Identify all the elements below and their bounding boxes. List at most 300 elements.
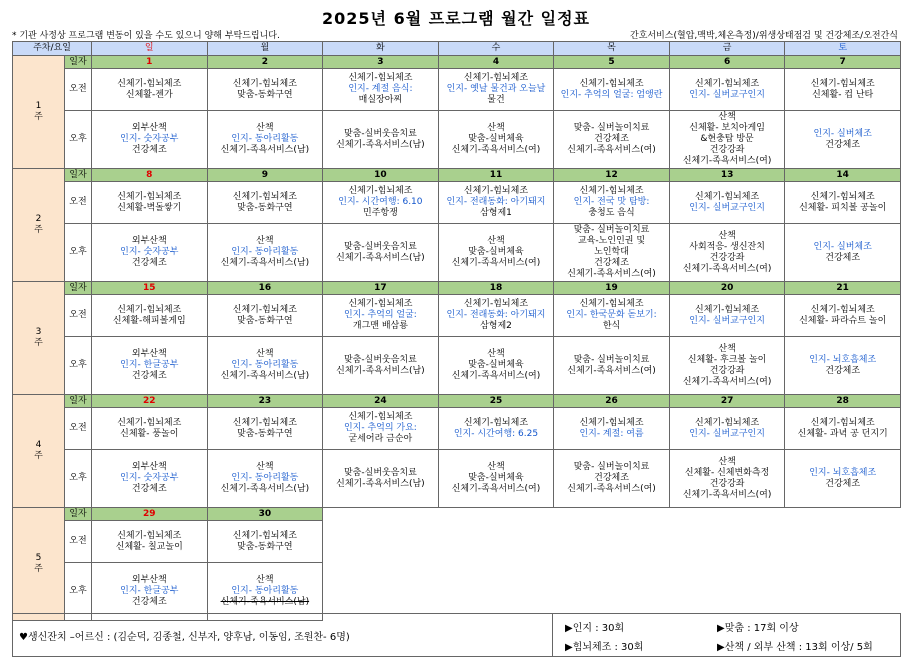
program-line: 건강체조 [131, 145, 167, 155]
program-line: 맞춤-실버체육 [468, 360, 524, 370]
pm-row [13, 337, 901, 395]
stat-brain-exercise: ▶힘뇌체조 : 30회 [565, 642, 644, 653]
header-day-fri: 금 [669, 42, 785, 56]
program-line: 신체활-해피볼게임 [112, 315, 186, 326]
program-cell [554, 224, 670, 282]
program-line: 맞춤-실버체육 [468, 247, 524, 257]
program-line: 신체기-족욕서비스(남) [220, 597, 310, 607]
program-cell [92, 295, 208, 337]
program-line: 산책 [256, 236, 274, 246]
program-line: 신체기-힘뇌체조 [348, 299, 413, 309]
program-line: 신체기-족욕서비스(여) [567, 365, 656, 376]
program-cell [554, 337, 670, 395]
program-line: 인지- 실버교구인지 [689, 428, 765, 439]
program-line: 신체기-족욕서비스(여) [451, 145, 541, 155]
am-row [13, 182, 901, 224]
program-line: 신체기-힘뇌체조 [579, 299, 644, 309]
date-cell: 10 [323, 169, 439, 182]
program-line: 신체기-힘뇌체조 [348, 186, 413, 196]
program-line: 신체기-힘뇌체조 [117, 530, 182, 541]
program-line: 삼형제1 [480, 208, 512, 218]
date-cell: 27 [669, 395, 785, 408]
program-line: 신체기-힘뇌체조 [463, 186, 529, 196]
week-label: 1 주 [13, 56, 65, 169]
program-line: 신체기-족욕서비스(남) [220, 484, 310, 494]
program-cell [669, 69, 785, 111]
date-row [13, 169, 901, 182]
program-line: 신체기-족욕서비스(여) [682, 263, 772, 274]
program-line: 건강체조 [131, 258, 167, 268]
program-line: 신체기-힘뇌체조 [810, 78, 875, 89]
program-line: 맞춤-실버체육 [468, 473, 524, 483]
program-line: 맞춤-동화구연 [237, 202, 293, 213]
program-cell [92, 521, 208, 563]
pm-row [13, 224, 901, 282]
date-cell: 21 [785, 282, 901, 295]
row-label-date: 일자 [65, 508, 92, 521]
program-line: 외부산책 [131, 575, 167, 585]
program-line: 신체기-힘뇌체조 [232, 78, 297, 89]
program-line: 신체기-힘뇌체조 [348, 73, 413, 83]
program-line: 건강체조 [131, 484, 167, 494]
program-line: 신체기-족욕서비스(여) [451, 258, 541, 268]
header-day-mon: 월 [207, 42, 323, 56]
program-line: 인지- 추억의 얼굴: 엄앵란 [560, 89, 663, 100]
program-cell [438, 450, 554, 508]
program-line: 신체기-족욕서비스(여) [567, 269, 656, 279]
am-row [13, 69, 901, 111]
program-cell [92, 450, 208, 508]
program-cell [785, 408, 901, 450]
program-line: 신체기-힘뇌체조 [232, 530, 297, 541]
program-line: 신체기-족욕서비스(여) [682, 376, 772, 387]
program-line: 인지- 동아리활동 [231, 134, 299, 144]
program-line: 신체기-족욕서비스(남) [220, 258, 310, 268]
date-row [13, 395, 901, 408]
row-label-pm: 오후 [65, 563, 92, 621]
program-cell [438, 182, 554, 224]
program-line: 신체기-힘뇌체조 [695, 304, 760, 315]
pm-row [13, 111, 901, 169]
program-line: 맞춤-동화구연 [237, 541, 293, 552]
program-line: 신체기-힘뇌체조 [695, 78, 760, 89]
program-cell [785, 337, 901, 395]
row-label-date: 일자 [65, 395, 92, 408]
program-cell [92, 408, 208, 450]
program-line: 신체기-힘뇌체조 [695, 191, 760, 202]
program-line: 신체활- 보치아게임 [689, 123, 765, 133]
program-cell [438, 224, 554, 282]
program-cell [438, 111, 554, 169]
program-line: 신체기-힘뇌체조 [117, 78, 182, 89]
program-line: 맞춤-동화구연 [237, 89, 293, 100]
date-cell: 3 [323, 56, 439, 69]
program-line: 산책 [487, 123, 505, 133]
row-label-am: 오전 [65, 521, 92, 563]
program-cell [207, 337, 323, 395]
program-cell [554, 295, 670, 337]
program-line: 산책 [256, 462, 274, 472]
program-line: 산책 [718, 456, 736, 467]
program-line: 인지- 시간여행: 6.10 [338, 197, 423, 207]
program-cell [438, 295, 554, 337]
stat-walk: ▶산책 / 외부 산책 : 13회 이상/ 5회 [717, 642, 873, 653]
program-line: 맞춤- 실버놀이치료 [573, 354, 650, 365]
program-cell [438, 69, 554, 111]
program-line: 삼형제2 [480, 321, 512, 331]
footer-divider [552, 614, 553, 656]
program-line: 건강강좌 [709, 365, 745, 376]
program-line: 신체기-힘뇌체조 [579, 417, 644, 428]
program-cell [323, 69, 439, 111]
header-day-wed: 수 [438, 42, 554, 56]
date-cell: 8 [92, 169, 208, 182]
program-line: 인지- 동아리활동 [231, 360, 299, 370]
program-line: 신체기-족욕서비스(남) [336, 252, 425, 263]
date-row [13, 508, 901, 521]
header-day-thu: 목 [554, 42, 670, 56]
row-label-pm: 오후 [65, 111, 92, 169]
row-label-date: 일자 [65, 56, 92, 69]
program-line: 산책 [718, 112, 736, 122]
program-cell [92, 69, 208, 111]
program-cell [323, 111, 439, 169]
program-line: 맞춤-실버체육 [468, 134, 524, 144]
program-line: 인지- 한글공부 [120, 360, 179, 370]
notice-text: * 기관 사정상 프로그램 변동이 있을 수도 있으니 양해 부탁드립니다. [12, 31, 280, 41]
program-line: 건강체조 [594, 258, 629, 268]
date-cell: 2 [207, 56, 323, 69]
program-line: 신체기-힘뇌체조 [463, 417, 529, 428]
program-line: 산책 [487, 462, 505, 472]
program-line: 건강강좌 [709, 252, 745, 263]
header-week-day: 주차/요일 [13, 42, 92, 56]
program-line: 건강체조 [825, 478, 861, 489]
program-cell [554, 408, 670, 450]
program-line: 신체활- 풍놀이 [120, 428, 179, 439]
program-cell [785, 295, 901, 337]
program-line: 신체기-힘뇌체조 [117, 304, 182, 315]
program-cell [669, 408, 785, 450]
program-line: 인지- 시간여행: 6.25 [453, 428, 539, 439]
date-cell: 24 [323, 395, 439, 408]
row-label-pm: 오후 [65, 450, 92, 508]
row-label-am: 오전 [65, 69, 92, 111]
program-line: 맞춤-실버웃음치료 [344, 354, 417, 365]
am-row [13, 295, 901, 337]
program-line: 맞춤-실버웃음치료 [344, 467, 417, 478]
program-cell [323, 182, 439, 224]
date-cell: 17 [323, 282, 439, 295]
program-cell [207, 224, 323, 282]
program-line: 인지- 추억의 얼굴: [343, 310, 417, 320]
program-cell [92, 224, 208, 282]
program-line: 신체기-족욕서비스(남) [220, 145, 310, 155]
row-label-am: 오전 [65, 408, 92, 450]
program-line: 신체기-힘뇌체조 [348, 412, 413, 422]
program-line: 신체기-족욕서비스(남) [220, 371, 310, 381]
program-line: 노인학대 [594, 247, 629, 257]
program-line: 신체기-힘뇌체조 [695, 417, 760, 428]
program-line: 신체기-힘뇌체조 [810, 304, 875, 315]
program-line: 신체활- 컵 난타 [812, 89, 874, 100]
stat-custom: ▶맞춤 : 17회 이상 [717, 623, 799, 634]
program-cell [92, 337, 208, 395]
program-cell [785, 224, 901, 282]
program-line: 인지- 한국문화 돋보기: [566, 310, 657, 320]
date-cell: 26 [554, 395, 670, 408]
date-cell: 7 [785, 56, 901, 69]
schedule-table [12, 41, 901, 621]
row-label-pm: 오후 [65, 224, 92, 282]
program-line: 사회적응- 생신잔치 [689, 241, 765, 252]
program-line: 신체활- 신체변화측정 [684, 467, 770, 478]
row-label-date: 일자 [65, 169, 92, 182]
program-line: 산책 [487, 349, 505, 359]
program-line: 인지- 계절: 여름 [579, 428, 644, 439]
program-line: 신체기-족욕서비스(여) [567, 145, 656, 155]
header-day-sun: 일 [92, 42, 208, 56]
program-line: 신체기-족욕서비스(여) [682, 489, 772, 500]
program-line: &현충탑 방문 [700, 134, 754, 144]
program-line: 매실장아찌 [358, 95, 403, 105]
program-line: 신체기-족욕서비스(남) [336, 139, 425, 150]
program-line: 신체기-힘뇌체조 [232, 191, 297, 202]
program-cell [207, 69, 323, 111]
program-line: 건강체조 [825, 139, 861, 150]
program-cell [438, 408, 554, 450]
program-cell [207, 408, 323, 450]
program-line: 신체활- 과녁 공 던지기 [797, 428, 888, 439]
program-line: 인지- 숫자공부 [120, 247, 179, 257]
program-line: 신체활- 파라슈트 놀이 [799, 315, 887, 326]
program-line: 신체기-힘뇌체조 [463, 299, 529, 309]
program-line: 외부산책 [131, 462, 167, 472]
page-title: 2025년 6월 프로그램 월간 일정표 [322, 9, 590, 28]
pm-row [13, 450, 901, 508]
am-row [13, 408, 901, 450]
date-row [13, 56, 901, 69]
program-cell [669, 450, 785, 508]
program-cell [669, 224, 785, 282]
program-line: 건강체조 [594, 473, 629, 483]
program-line: 신체기-힘뇌체조 [117, 191, 182, 202]
program-line: 신체활-벽돌쌓기 [117, 202, 182, 213]
program-line: 민주항쟁 [363, 208, 398, 218]
program-cell [669, 337, 785, 395]
date-cell: 19 [554, 282, 670, 295]
program-line: 신체활- 후크볼 놀이 [687, 354, 767, 365]
program-line: 신체기-족욕서비스(여) [451, 484, 541, 494]
program-line: 인지- 추억의 가요: [343, 423, 417, 433]
birthday-note: ♥생신잔치 –어르신 : (김순덕, 김종철, 신부자, 양후남, 이동임, 조원찬- 6명) [19, 632, 350, 643]
date-cell: 12 [554, 169, 670, 182]
summary-footer [12, 613, 901, 657]
date-cell: 14 [785, 169, 901, 182]
program-line: 인지- 동아리활동 [231, 473, 299, 483]
program-line: 인지- 계절 음식: [348, 84, 413, 94]
date-cell: 30 [207, 508, 323, 521]
program-line: 신체기-힘뇌체조 [232, 304, 297, 315]
program-line: 산책 [256, 123, 274, 133]
program-cell [207, 450, 323, 508]
program-line: 산책 [718, 343, 736, 354]
program-line: 개그맨 배삼룡 [352, 321, 408, 331]
program-line: 인지- 실버체조 [813, 128, 872, 139]
program-line: 산책 [718, 230, 736, 241]
program-cell [554, 111, 670, 169]
program-line: 외부산책 [131, 349, 167, 359]
program-line: 인지- 숫자공부 [120, 473, 179, 483]
program-cell [669, 295, 785, 337]
date-cell: 18 [438, 282, 554, 295]
services-text: 간호서비스(혈압,맥박,체온측정)/위생상태점검 및 건강체조/오전간식 [630, 31, 898, 41]
date-cell: 4 [438, 56, 554, 69]
week-label: 3 주 [13, 282, 65, 395]
program-cell [92, 111, 208, 169]
program-line: 인지- 실버체조 [813, 241, 872, 252]
program-line: 신체기-족욕서비스(여) [567, 484, 656, 494]
program-line: 신체기-힘뇌체조 [117, 417, 182, 428]
program-cell [323, 408, 439, 450]
program-line: 산책 [487, 236, 505, 246]
program-line: 인지- 실버교구인지 [689, 315, 765, 326]
program-cell [554, 450, 670, 508]
program-line: 건강체조 [131, 371, 167, 381]
program-line: 맞춤-동화구연 [237, 315, 293, 326]
program-line: 인지- 한글공부 [120, 586, 179, 596]
header-day-tue: 화 [323, 42, 439, 56]
row-label-am: 오전 [65, 182, 92, 224]
program-line: 인지- 옛날 물건과 오늘날 [446, 84, 546, 94]
program-line: 건강체조 [825, 252, 861, 263]
date-cell: 28 [785, 395, 901, 408]
date-cell: 13 [669, 169, 785, 182]
program-line: 충청도 음식 [588, 208, 635, 218]
program-line: 교육-노인인권 및 [578, 236, 646, 246]
program-cell [323, 337, 439, 395]
stat-cognitive: ▶인지 : 30회 [565, 623, 625, 634]
program-line: 신체기-힘뇌체조 [579, 78, 644, 89]
program-line: 건강체조 [594, 134, 629, 144]
row-label-am: 오전 [65, 295, 92, 337]
program-line: 산책 [256, 349, 274, 359]
program-line: 맞춤- 실버놀이치료 [573, 225, 650, 235]
row-label-date: 일자 [65, 282, 92, 295]
date-cell: 16 [207, 282, 323, 295]
program-line: 신체활-젠가 [125, 89, 173, 100]
program-cell [554, 182, 670, 224]
date-cell: 20 [669, 282, 785, 295]
program-line: 굳세어라 금순아 [348, 434, 413, 444]
date-cell: 1 [92, 56, 208, 69]
program-cell [92, 563, 208, 621]
date-cell: 6 [669, 56, 785, 69]
program-cell [323, 450, 439, 508]
program-cell [785, 450, 901, 508]
program-line: 건강체조 [825, 365, 861, 376]
program-line: 인지- 동아리활동 [231, 586, 299, 596]
date-cell: 23 [207, 395, 323, 408]
program-cell [92, 182, 208, 224]
program-line: 인지- 뇌호흡체조 [809, 354, 877, 365]
program-cell [785, 182, 901, 224]
program-line: 인지- 실버교구인지 [689, 202, 765, 213]
program-cell [207, 182, 323, 224]
row-label-pm: 오후 [65, 337, 92, 395]
program-line: 인지- 실버교구인지 [689, 89, 765, 100]
program-line: 신체기-족욕서비스(여) [451, 371, 541, 381]
program-line: 신체기-힘뇌체조 [810, 191, 875, 202]
week-label: 2 주 [13, 169, 65, 282]
program-line: 신체기-족욕서비스(남) [336, 478, 425, 489]
program-cell [207, 295, 323, 337]
program-line: 외부산책 [131, 123, 167, 133]
program-line: 인지- 숫자공부 [120, 134, 179, 144]
date-cell: 25 [438, 395, 554, 408]
week-label: 5 주 [13, 508, 65, 621]
program-line: 신체기-힘뇌체조 [463, 73, 529, 83]
program-line: 인지- 전래동화: 아기돼지 [446, 197, 546, 207]
program-line: 신체기-힘뇌체조 [232, 417, 297, 428]
date-cell: 15 [92, 282, 208, 295]
header-day-sat: 토 [785, 42, 901, 56]
program-line: 신체기-족욕서비스(남) [336, 365, 425, 376]
program-line: 한식 [602, 321, 621, 331]
date-cell: 22 [92, 395, 208, 408]
program-cell [207, 521, 323, 563]
program-line: 신체기-힘뇌체조 [810, 417, 875, 428]
program-line: 맞춤- 실버놀이치료 [573, 123, 650, 133]
program-cell [669, 111, 785, 169]
program-cell [785, 69, 901, 111]
date-cell: 29 [92, 508, 208, 521]
date-row [13, 282, 901, 295]
program-cell [554, 69, 670, 111]
program-line: 맞춤-동화구연 [237, 428, 293, 439]
program-cell [438, 337, 554, 395]
program-line: 건강강좌 [709, 478, 745, 489]
header-row [13, 42, 901, 56]
program-line: 맞춤-실버웃음치료 [344, 128, 417, 139]
program-cell [207, 111, 323, 169]
program-cell [323, 295, 439, 337]
date-cell: 5 [554, 56, 670, 69]
program-line: 신체기-힘뇌체조 [579, 186, 644, 196]
date-cell: 9 [207, 169, 323, 182]
program-line: 인지- 뇌호흡체조 [809, 467, 877, 478]
empty-area [323, 508, 901, 621]
program-line: 물건 [487, 95, 505, 105]
program-cell [323, 224, 439, 282]
program-cell [207, 563, 323, 621]
program-line: 건강체조 [131, 597, 167, 607]
program-line: 산책 [256, 575, 274, 585]
program-line: 신체활- 칠교놀이 [115, 541, 183, 552]
program-line: 인지- 동아리활동 [231, 247, 299, 257]
program-cell [669, 182, 785, 224]
program-cell [785, 111, 901, 169]
program-line: 인지- 전래동화: 아기돼지 [446, 310, 546, 320]
program-line: 신체활- 피치볼 공놀이 [799, 202, 887, 213]
program-line: 외부산책 [131, 236, 167, 246]
program-line: 인지- 전국 맛 탐방: [573, 197, 650, 207]
program-line: 건강강좌 [709, 145, 745, 155]
program-line: 맞춤- 실버놀이치료 [573, 462, 650, 472]
program-line: 맞춤-실버웃음치료 [344, 241, 417, 252]
week-label: 4 주 [13, 395, 65, 508]
program-line: 신체기-족욕서비스(여) [682, 156, 772, 166]
